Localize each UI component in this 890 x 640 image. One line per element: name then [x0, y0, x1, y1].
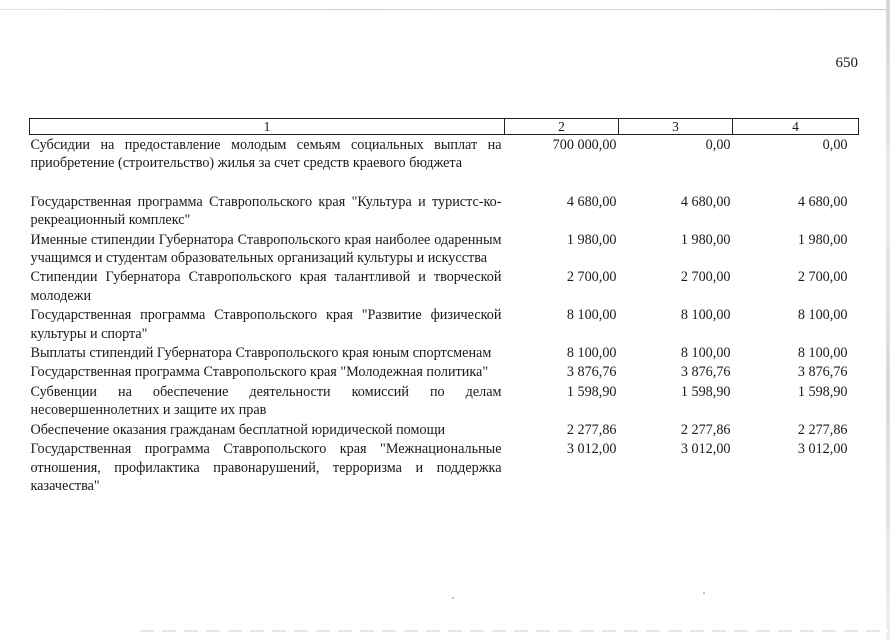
- row-value-col-3: 2 277,86: [680, 421, 731, 438]
- table-row: [30, 305, 859, 343]
- table-row: [30, 267, 859, 305]
- row-value-col-3: 1 598,90: [680, 383, 731, 400]
- row-value-col-3: 1 980,00: [680, 231, 731, 248]
- table-header: [30, 119, 859, 135]
- row-value-col-2: 2 700,00: [566, 269, 617, 286]
- row-value-col-3: 3 876,76: [680, 364, 731, 381]
- header-row: [30, 119, 859, 135]
- row-value-col-4: 0,00: [822, 137, 848, 153]
- row-value-col-3: 8 100,00: [680, 307, 731, 324]
- scan-edge-right: [886, 0, 890, 640]
- row-description: Выплаты стипендий Губернатора Ставропольского края юным спортсменам: [30, 345, 492, 362]
- row-description: Именные стипендии Губернатора Ставропольского края наиболее одаренным учащимся и студентам образовательных организаций культуры и искусства: [30, 231, 502, 267]
- table-row: [30, 135, 859, 192]
- row-value-col-4: 1 980,00: [797, 231, 848, 248]
- table-row: [30, 362, 859, 381]
- row-value-col-2: 700 000,00: [552, 137, 617, 153]
- table-row: [30, 420, 859, 439]
- row-value-col-4: 3 012,00: [797, 441, 848, 458]
- table-row: [30, 343, 859, 362]
- row-value-col-4: 8 100,00: [797, 307, 848, 324]
- table-row: [30, 230, 859, 268]
- row-description: Субвенции на обеспечение деятельности комиссий по делам несовершеннолетних и защите их прав: [30, 383, 502, 419]
- row-value-col-2: 4 680,00: [566, 193, 617, 210]
- row-value-col-3: 0,00: [705, 137, 731, 153]
- row-value-col-2: 8 100,00: [566, 307, 617, 324]
- table-row: [30, 439, 859, 495]
- row-value-col-2: 3 876,76: [566, 364, 617, 381]
- row-value-col-4: 2 277,86: [797, 421, 848, 438]
- row-value-col-4: 8 100,00: [797, 345, 848, 362]
- row-value-col-4: 4 680,00: [797, 193, 848, 210]
- scan-speck: [703, 592, 705, 594]
- row-description: Государственная программа Ставропольского края "Молодежная политика": [30, 364, 489, 381]
- row-description: Обеспечение оказания гражданам бесплатной юридической помощи: [30, 421, 446, 438]
- row-description: Государственная программа Ставропольского края "Межнациональные отношения, профилактика правонарушений, терроризма и поддержка казачества": [30, 441, 502, 494]
- header-col-4: 4: [733, 119, 859, 135]
- row-value-col-4: 3 876,76: [797, 364, 848, 381]
- row-value-col-2: 1 980,00: [566, 231, 617, 248]
- row-description: Государственная программа Ставропольского края "Развитие физической культуры и спорта": [30, 307, 502, 342]
- header-col-1: 1: [30, 119, 505, 135]
- row-value-col-4: 1 598,90: [797, 383, 848, 400]
- row-value-col-3: 2 700,00: [680, 269, 731, 286]
- row-value-col-3: 4 680,00: [680, 193, 731, 210]
- row-value-col-3: 3 012,00: [680, 441, 731, 458]
- row-value-col-2: 8 100,00: [566, 345, 617, 362]
- page-number: 650: [835, 55, 858, 71]
- header-col-2: 2: [505, 119, 619, 135]
- row-value-col-2: 1 598,90: [566, 383, 617, 400]
- header-col-3: 3: [619, 119, 733, 135]
- row-description: Стипендии Губернатора Ставропольского края талантливой и творческой молодежи: [30, 269, 502, 304]
- scan-edge-bottom: [140, 630, 890, 632]
- table-body: [30, 135, 859, 496]
- row-value-col-4: 2 700,00: [797, 269, 848, 286]
- row-description: Государственная программа Ставропольского края "Культура и туристс-ко-рекреационный комплекс": [30, 193, 502, 229]
- scan-edge-top: [0, 9, 890, 10]
- budget-table: [29, 118, 859, 495]
- scan-speck: [452, 597, 454, 599]
- row-value-col-2: 2 277,86: [566, 421, 617, 438]
- table-row: [30, 192, 859, 230]
- table-row: [30, 382, 859, 420]
- row-description: Субсидии на предоставление молодым семьям социальных выплат на приобретение (строительство) жилья за счет средств краевого бюджета: [30, 137, 502, 172]
- row-value-col-3: 8 100,00: [680, 345, 731, 362]
- row-value-col-2: 3 012,00: [566, 441, 617, 458]
